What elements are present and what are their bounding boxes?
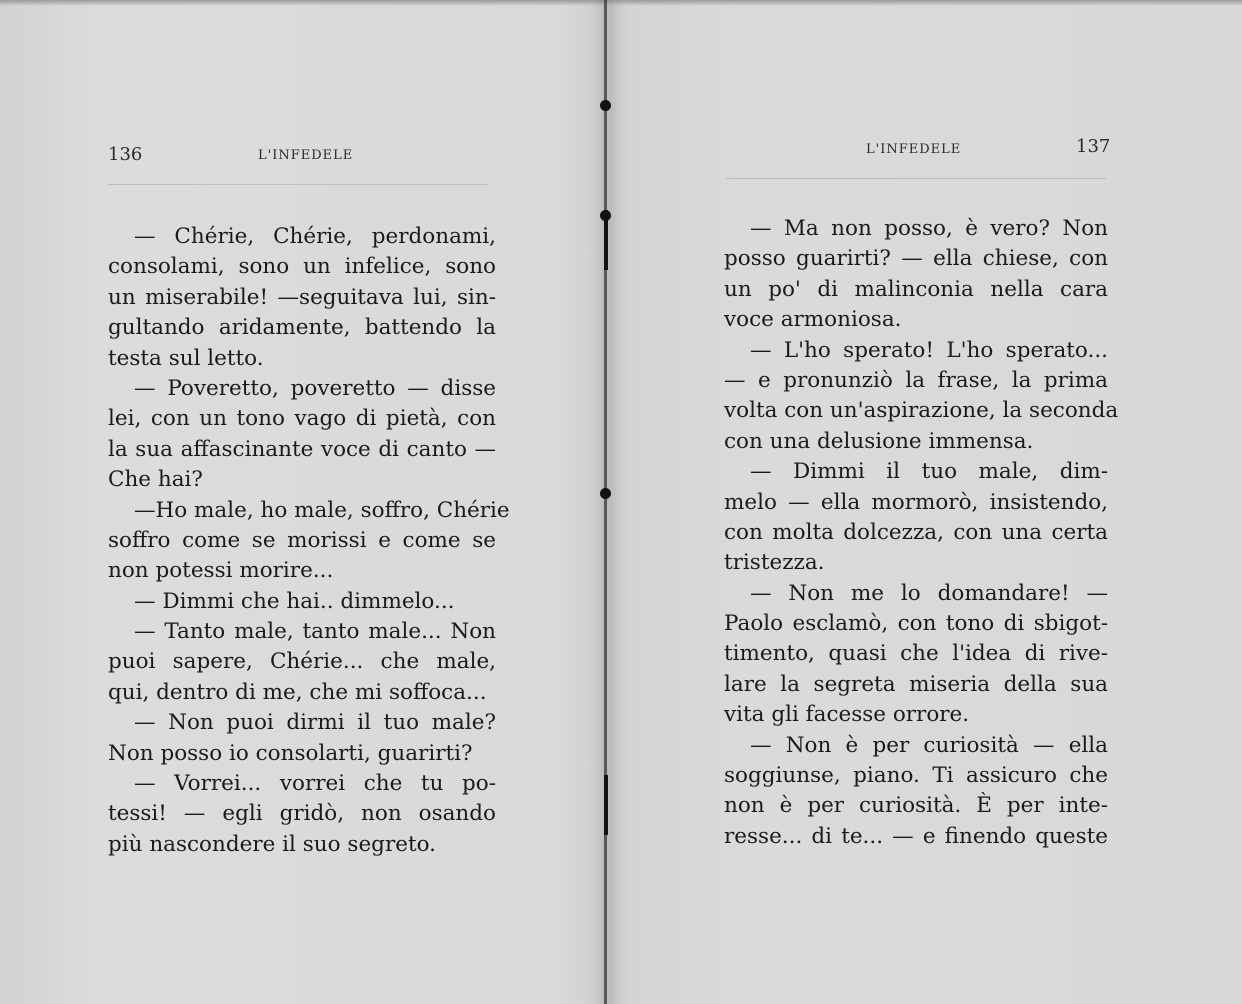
text-line: con molta dolcezza, con una certa: [724, 519, 1108, 545]
text-line: vita gli facesse orrore.: [724, 702, 970, 728]
page-text: [724, 214, 1119, 852]
text-line: gultando aridamente, battendo la: [108, 315, 496, 341]
text-line: non è per curiosità. È per inte-: [724, 793, 1108, 819]
page-number: 136: [108, 144, 143, 165]
text-line: Che hai?: [108, 467, 203, 493]
text-line: — Chérie, Chérie, perdonami,: [134, 224, 496, 249]
text-line: — Non me lo domandare! —: [750, 580, 1108, 606]
text-line: soffro come se morissi e come se: [108, 527, 496, 553]
page-number: 137: [1076, 136, 1111, 157]
text-line: un po' di malinconia nella cara: [724, 276, 1108, 302]
page-text: [108, 222, 510, 860]
left-page: [0, 0, 604, 1004]
text-line: — Ma non posso, è vero? Non: [750, 216, 1108, 241]
text-line: qui, dentro di me, che mi soffoca...: [108, 679, 487, 705]
text-line: — Dimmi che hai.. dimmelo...: [134, 588, 455, 614]
text-line: — Dimmi il tuo male, dim-: [750, 459, 1108, 485]
text-line: — L'ho sperato! L'ho sperato...: [750, 337, 1108, 363]
text-line: lei, con un tono vago di pietà, con: [108, 406, 496, 432]
text-line: timento, quasi che l'idea di rive-: [724, 641, 1108, 667]
text-line: puoi sapere, Chérie... che male,: [108, 649, 496, 675]
running-head: L'INFEDELE: [258, 148, 354, 163]
text-line: lare la segreta miseria della sua: [724, 671, 1108, 697]
text-line: voce armoniosa.: [724, 307, 902, 333]
running-head: L'INFEDELE: [866, 142, 962, 157]
text-line: Non posso io consolarti, guarirti?: [108, 740, 473, 766]
text-line: resse... di te... — e finendo queste: [724, 823, 1108, 849]
text-line: — Tanto male, tanto male... Non: [134, 619, 496, 645]
text-line: — Non puoi dirmi il tuo male?: [134, 710, 496, 736]
header-rule: [726, 178, 1106, 179]
text-line: un miserabile! —seguitava lui, sin-: [108, 284, 496, 310]
text-line: — e pronunziò la frase, la prima: [724, 367, 1108, 393]
text-line: consolami, sono un infelice, sono: [108, 254, 496, 280]
text-line: tessi! — egli gridò, non osando: [108, 801, 496, 827]
text-line: melo — ella mormorò, insistendo,: [724, 489, 1108, 515]
text-line: più nascondere il suo segreto.: [108, 831, 436, 857]
right-page: [608, 0, 1242, 1004]
text-line: — Non è per curiosità — ella: [750, 732, 1108, 758]
text-line: con una delusione immensa.: [724, 428, 1034, 454]
text-line: — Poveretto, poveretto — disse: [134, 375, 496, 401]
text-line: volta con un'aspirazione, la seconda: [724, 398, 1119, 424]
text-line: la sua affascinante voce di canto —: [108, 436, 496, 462]
text-line: — Vorrei... vorrei che tu po-: [134, 771, 496, 797]
header-rule: [108, 184, 488, 185]
text-line: posso guarirti? — ella chiese, con: [724, 246, 1108, 272]
book-gutter: [604, 0, 607, 1004]
text-line: —Ho male, ho male, soffro, Chérie: [134, 497, 510, 523]
text-line: testa sul letto.: [108, 345, 264, 371]
text-line: tristezza.: [724, 550, 825, 576]
text-line: Paolo esclamò, con tono di sbigot-: [724, 611, 1108, 637]
text-line: non potessi morire...: [108, 558, 334, 584]
text-line: soggiunse, piano. Ti assicuro che: [724, 763, 1108, 789]
